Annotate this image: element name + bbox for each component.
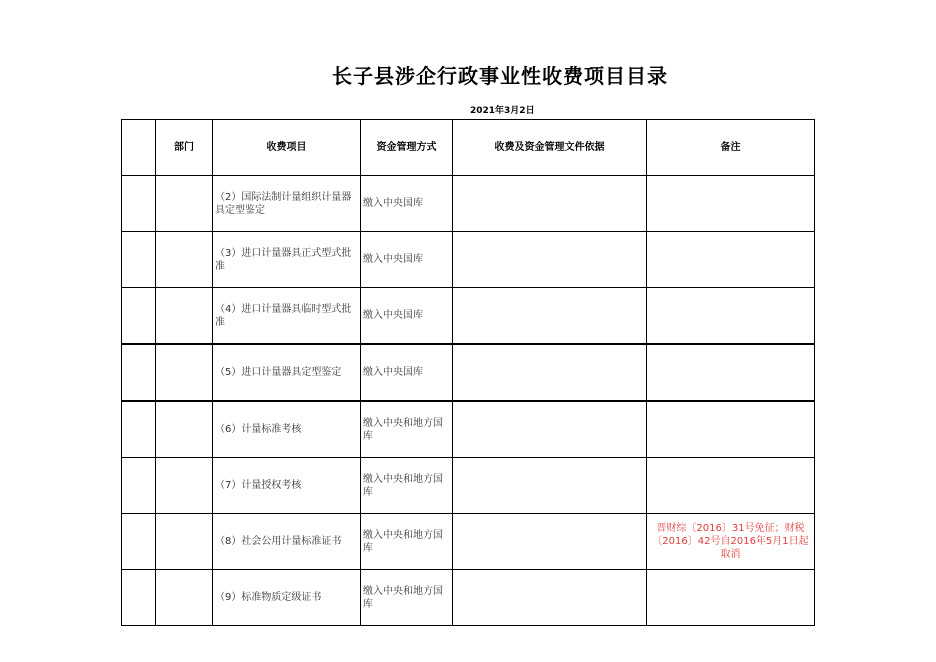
dept-header: 部门 xyxy=(156,120,213,176)
basis-cell xyxy=(453,401,647,458)
table-row xyxy=(122,176,815,232)
item-cell: （9）标准物质定级证书 xyxy=(213,570,361,626)
document-date: 2021年3月2日 xyxy=(470,106,535,116)
page-title: 长子县涉企行政事业性收费项目目录 xyxy=(332,64,668,88)
note-cell xyxy=(647,570,815,626)
mgmt-cell: 缴入中央和地方国库 xyxy=(361,514,453,570)
item-cell: （3）进口计量器具正式型式批准 xyxy=(213,232,361,288)
note-cell: 晋财综〔2016〕31号免征；财税〔2016〕42号自2016年5月1日起取消 xyxy=(647,514,815,570)
note-cell xyxy=(647,458,815,514)
dept-cell xyxy=(156,176,213,232)
basis-cell xyxy=(453,570,647,626)
dept-cell xyxy=(156,288,213,345)
item-cell: （7）计量授权考核 xyxy=(213,458,361,514)
basis-cell xyxy=(453,232,647,288)
table-row xyxy=(122,401,815,458)
note-cell xyxy=(647,401,815,458)
table-row xyxy=(122,514,815,570)
table-row xyxy=(122,288,815,345)
basis-cell xyxy=(453,458,647,514)
table-row xyxy=(122,570,815,626)
mgmt-cell: 缴入中央国库 xyxy=(361,344,453,401)
index-cell xyxy=(122,401,156,458)
mgmt-cell: 缴入中央和地方国库 xyxy=(361,401,453,458)
basis-header: 收费及资金管理文件依据 xyxy=(453,120,647,176)
mgmt-cell: 缴入中央国库 xyxy=(361,288,453,345)
dept-cell xyxy=(156,458,213,514)
index-cell xyxy=(122,288,156,345)
index-header-cell xyxy=(122,120,156,176)
table-row xyxy=(122,232,815,288)
item-cell: （5）进口计量器具定型鉴定 xyxy=(213,344,361,401)
item-cell: （6）计量标准考核 xyxy=(213,401,361,458)
note-cell xyxy=(647,176,815,232)
item-cell: （4）进口计量器具临时型式批准 xyxy=(213,288,361,345)
dept-cell xyxy=(156,514,213,570)
note-cell xyxy=(647,288,815,345)
dept-cell xyxy=(156,570,213,626)
mgmt-cell: 缴入中央国库 xyxy=(361,232,453,288)
index-cell xyxy=(122,176,156,232)
index-cell xyxy=(122,570,156,626)
basis-cell xyxy=(453,514,647,570)
basis-cell xyxy=(453,344,647,401)
index-cell xyxy=(122,458,156,514)
index-cell xyxy=(122,344,156,401)
mgmt-cell: 缴入中央国库 xyxy=(361,176,453,232)
mgmt-cell: 缴入中央和地方国库 xyxy=(361,570,453,626)
mgmt-cell: 缴入中央和地方国库 xyxy=(361,458,453,514)
item-cell: （8）社会公用计量标准证书 xyxy=(213,514,361,570)
basis-cell xyxy=(453,288,647,345)
table-row xyxy=(122,344,815,401)
dept-cell xyxy=(156,401,213,458)
note-cell xyxy=(647,344,815,401)
mgmt-header: 资金管理方式 xyxy=(361,120,453,176)
dept-cell xyxy=(156,232,213,288)
index-cell xyxy=(122,514,156,570)
basis-cell xyxy=(453,176,647,232)
note-header: 备注 xyxy=(647,120,815,176)
table-header-row xyxy=(122,120,815,176)
table-row xyxy=(122,458,815,514)
index-cell xyxy=(122,232,156,288)
item-header: 收费项目 xyxy=(213,120,361,176)
note-cell xyxy=(647,232,815,288)
item-cell: （2）国际法制计量组织计量器具定型鉴定 xyxy=(213,176,361,232)
dept-cell xyxy=(156,344,213,401)
fee-table xyxy=(121,119,815,626)
